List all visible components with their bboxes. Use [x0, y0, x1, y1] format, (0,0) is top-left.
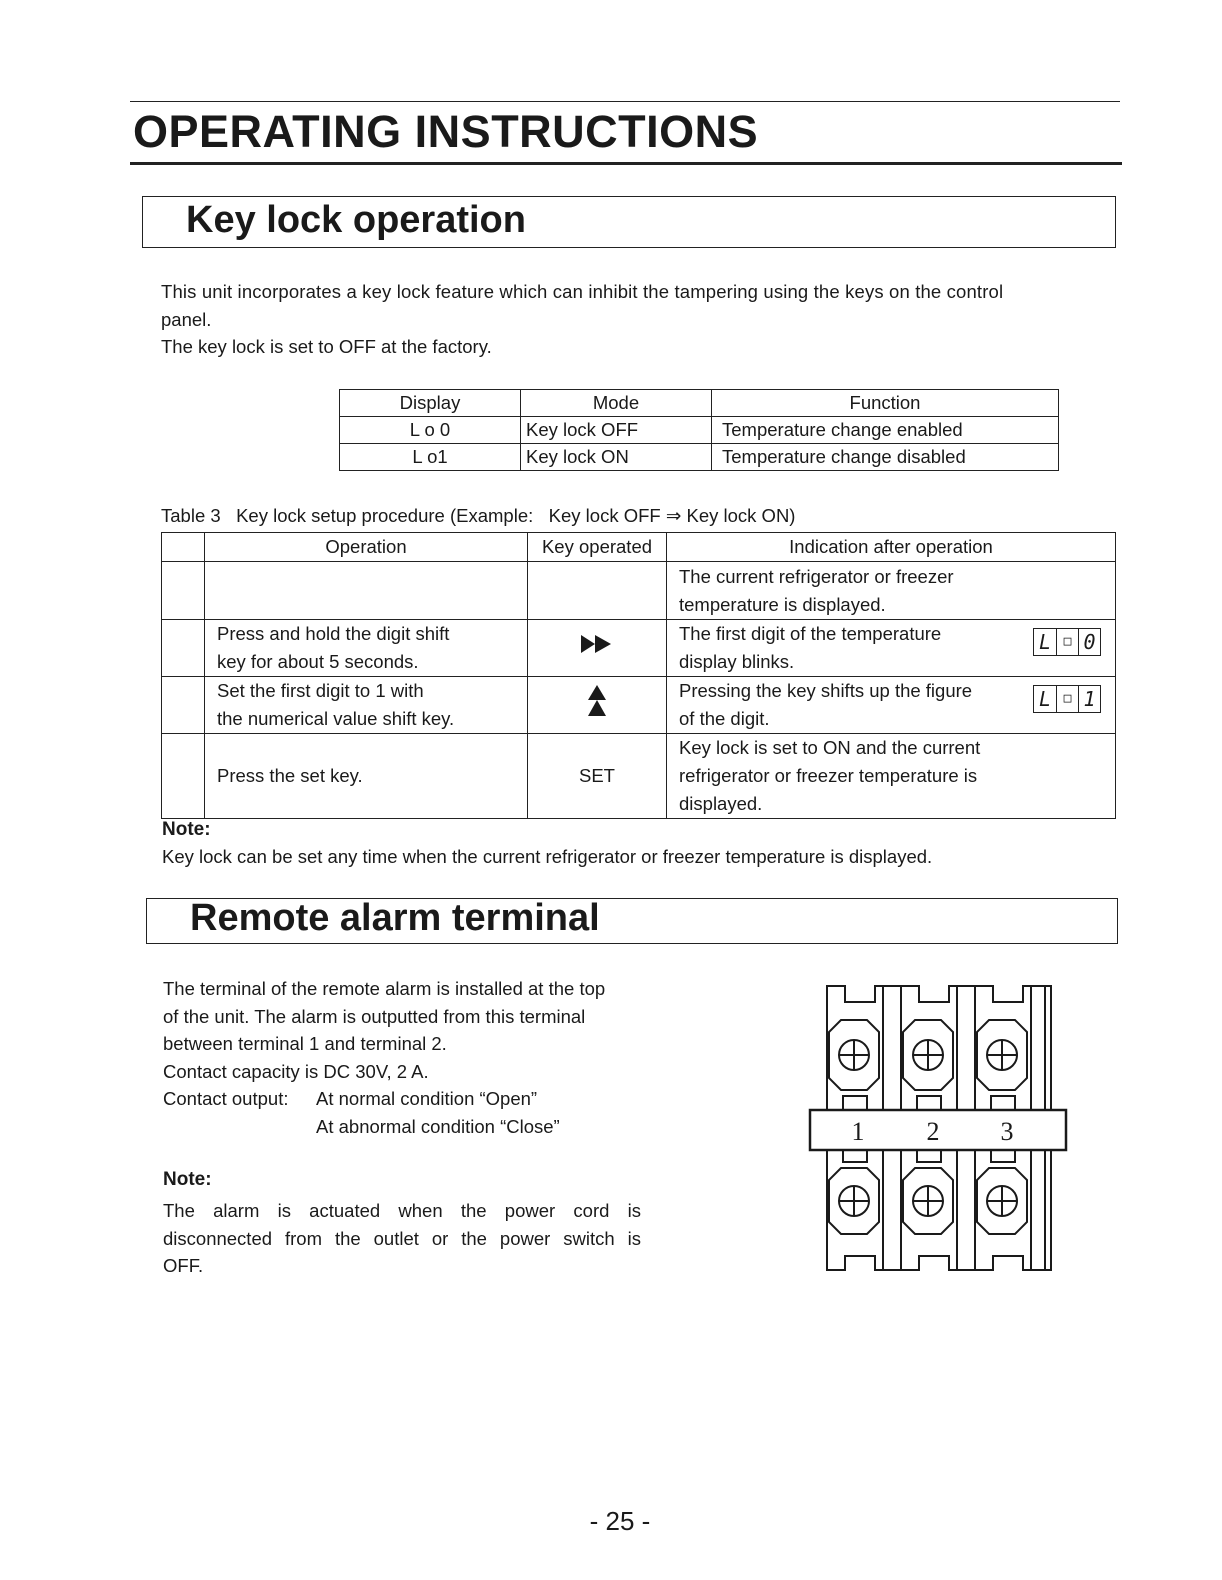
mode-table-row — [340, 417, 1059, 444]
procedure-header-operation: Operation — [205, 533, 528, 562]
mode-table-header-row — [340, 390, 1059, 417]
indication-line: temperature is displayed. — [679, 593, 886, 615]
mode-function-cell: Temperature change disabled — [712, 444, 1059, 471]
indication-line: of the digit. — [679, 708, 770, 729]
terminal-label: 1 — [851, 1117, 865, 1146]
lcd-display — [1033, 685, 1101, 713]
mode-mode-cell: Key lock ON — [521, 444, 712, 471]
page-number: - 25 - — [589, 1506, 651, 1536]
header-bottom-rule — [130, 162, 1122, 165]
procedure-header-indication: Indication after operation — [667, 533, 1116, 562]
lcd-digit: L — [1038, 687, 1052, 711]
indication-line: displayed. — [679, 793, 763, 814]
procedure-header-row — [162, 533, 1116, 562]
contact-output-label: Contact output: — [163, 1088, 289, 1109]
remote-alarm-note — [163, 1197, 641, 1280]
page-title: OPERATING INSTRUCTIONS — [133, 106, 759, 157]
lcd-digit: □ — [1056, 686, 1078, 712]
lcd-digit: □ — [1056, 629, 1078, 655]
operation-line: Set the first digit to 1 with — [217, 680, 424, 701]
remote-note-line: OFF. — [163, 1255, 204, 1276]
remote-alarm-line: Contact capacity is DC 30V, 2 A. — [163, 1060, 429, 1082]
header-top-rule — [130, 101, 1120, 102]
operation-line: Press and hold the digit shift — [217, 623, 450, 644]
terminal-label: 3 — [1000, 1117, 1014, 1146]
operation-line: the numerical value shift key. — [217, 708, 455, 729]
step-cell — [162, 562, 205, 620]
lcd-display — [1033, 628, 1101, 656]
indication-line: The current refrigerator or freezer — [679, 565, 954, 587]
contact-normal-text: At normal condition “Open” — [316, 1088, 538, 1109]
procedure-row — [162, 734, 1116, 819]
procedure-header-key: Key operated — [528, 533, 667, 562]
key-lock-procedure-table — [161, 532, 1116, 819]
intro-line-1: This unit incorporates a key lock feature which can inhibit the tampering using the keys on the control — [161, 281, 1004, 302]
operation-cell — [205, 562, 528, 620]
procedure-row — [162, 562, 1116, 620]
step-cell — [162, 620, 205, 677]
remote-alarm-note-label: Note: — [163, 1169, 212, 1190]
mode-mode-cell: Key lock OFF — [521, 417, 712, 444]
remote-alarm-line: between terminal 1 and terminal 2. — [163, 1033, 447, 1054]
intro-line-2: panel. — [161, 308, 212, 330]
mode-display-cell: L o 0 — [340, 417, 521, 444]
mode-header-display: Display — [340, 390, 521, 417]
key-lock-heading: Key lock operation — [186, 199, 526, 241]
operation-cell — [205, 734, 528, 819]
indication-cell — [667, 677, 1116, 734]
contact-output-abnormal — [163, 1113, 653, 1141]
key-cell — [528, 734, 667, 819]
value-shift-key-icon — [586, 684, 608, 718]
procedure-row — [162, 620, 1116, 677]
remote-note-line: disconnected from the outlet or the power switch is — [163, 1227, 641, 1249]
remote-alarm-description — [163, 975, 653, 1140]
mode-display-cell: L o1 — [340, 444, 521, 471]
lcd-digit: 0 — [1078, 629, 1100, 655]
procedure-row — [162, 677, 1116, 734]
key-cell — [528, 677, 667, 734]
indication-line: Pressing the key shifts up the figure — [679, 680, 973, 701]
contact-abnormal-text: At abnormal condition “Close” — [316, 1115, 560, 1137]
intro-line-3: The key lock is set to OFF at the factory. — [161, 336, 492, 357]
indication-line: The first digit of the temperature — [679, 623, 942, 644]
indication-line: display blinks. — [679, 651, 795, 672]
key-cell — [528, 562, 667, 620]
mode-header-mode: Mode — [521, 390, 712, 417]
indication-cell — [667, 562, 1116, 620]
mode-function-cell: Temperature change enabled — [712, 417, 1059, 444]
mode-header-function: Function — [712, 390, 1059, 417]
remote-alarm-line: of the unit. The alarm is outputted from this terminal — [163, 1005, 586, 1027]
operation-cell — [205, 677, 528, 734]
remote-alarm-heading: Remote alarm terminal — [190, 897, 600, 939]
step-col-header — [162, 533, 205, 562]
operation-cell — [205, 620, 528, 677]
lcd-digit: L — [1038, 630, 1052, 654]
set-key-label: SET — [579, 765, 615, 786]
table3-caption: Table 3 Key lock setup procedure (Example: Key lock OFF ⇒ Key lock ON) — [161, 505, 796, 526]
terminal-label: 2 — [926, 1117, 940, 1146]
operation-line: key for about 5 seconds. — [217, 651, 419, 672]
lcd-digit: 1 — [1078, 686, 1100, 712]
contact-output-normal — [163, 1085, 653, 1113]
mode-table-row — [340, 444, 1059, 471]
remote-alarm-line: The terminal of the remote alarm is installed at the top — [163, 978, 606, 999]
indication-line: refrigerator or freezer temperature is — [679, 765, 978, 786]
digit-shift-key-icon — [579, 633, 615, 655]
step-cell — [162, 677, 205, 734]
indication-cell — [667, 734, 1116, 819]
remote-note-line: The alarm is actuated when the power cord is — [163, 1200, 641, 1221]
key-lock-mode-table — [339, 389, 1059, 471]
key-cell — [528, 620, 667, 677]
terminal-block-diagram — [805, 982, 1070, 1274]
key-lock-note-label: Note: — [162, 819, 211, 840]
step-cell — [162, 734, 205, 819]
key-lock-intro — [161, 278, 1121, 361]
indication-cell — [667, 620, 1116, 677]
key-lock-note-text: Key lock can be set any time when the current refrigerator or freezer temperature is displayed. — [162, 846, 933, 867]
operation-line: Press the set key. — [217, 765, 363, 786]
indication-line: Key lock is set to ON and the current — [679, 737, 981, 758]
